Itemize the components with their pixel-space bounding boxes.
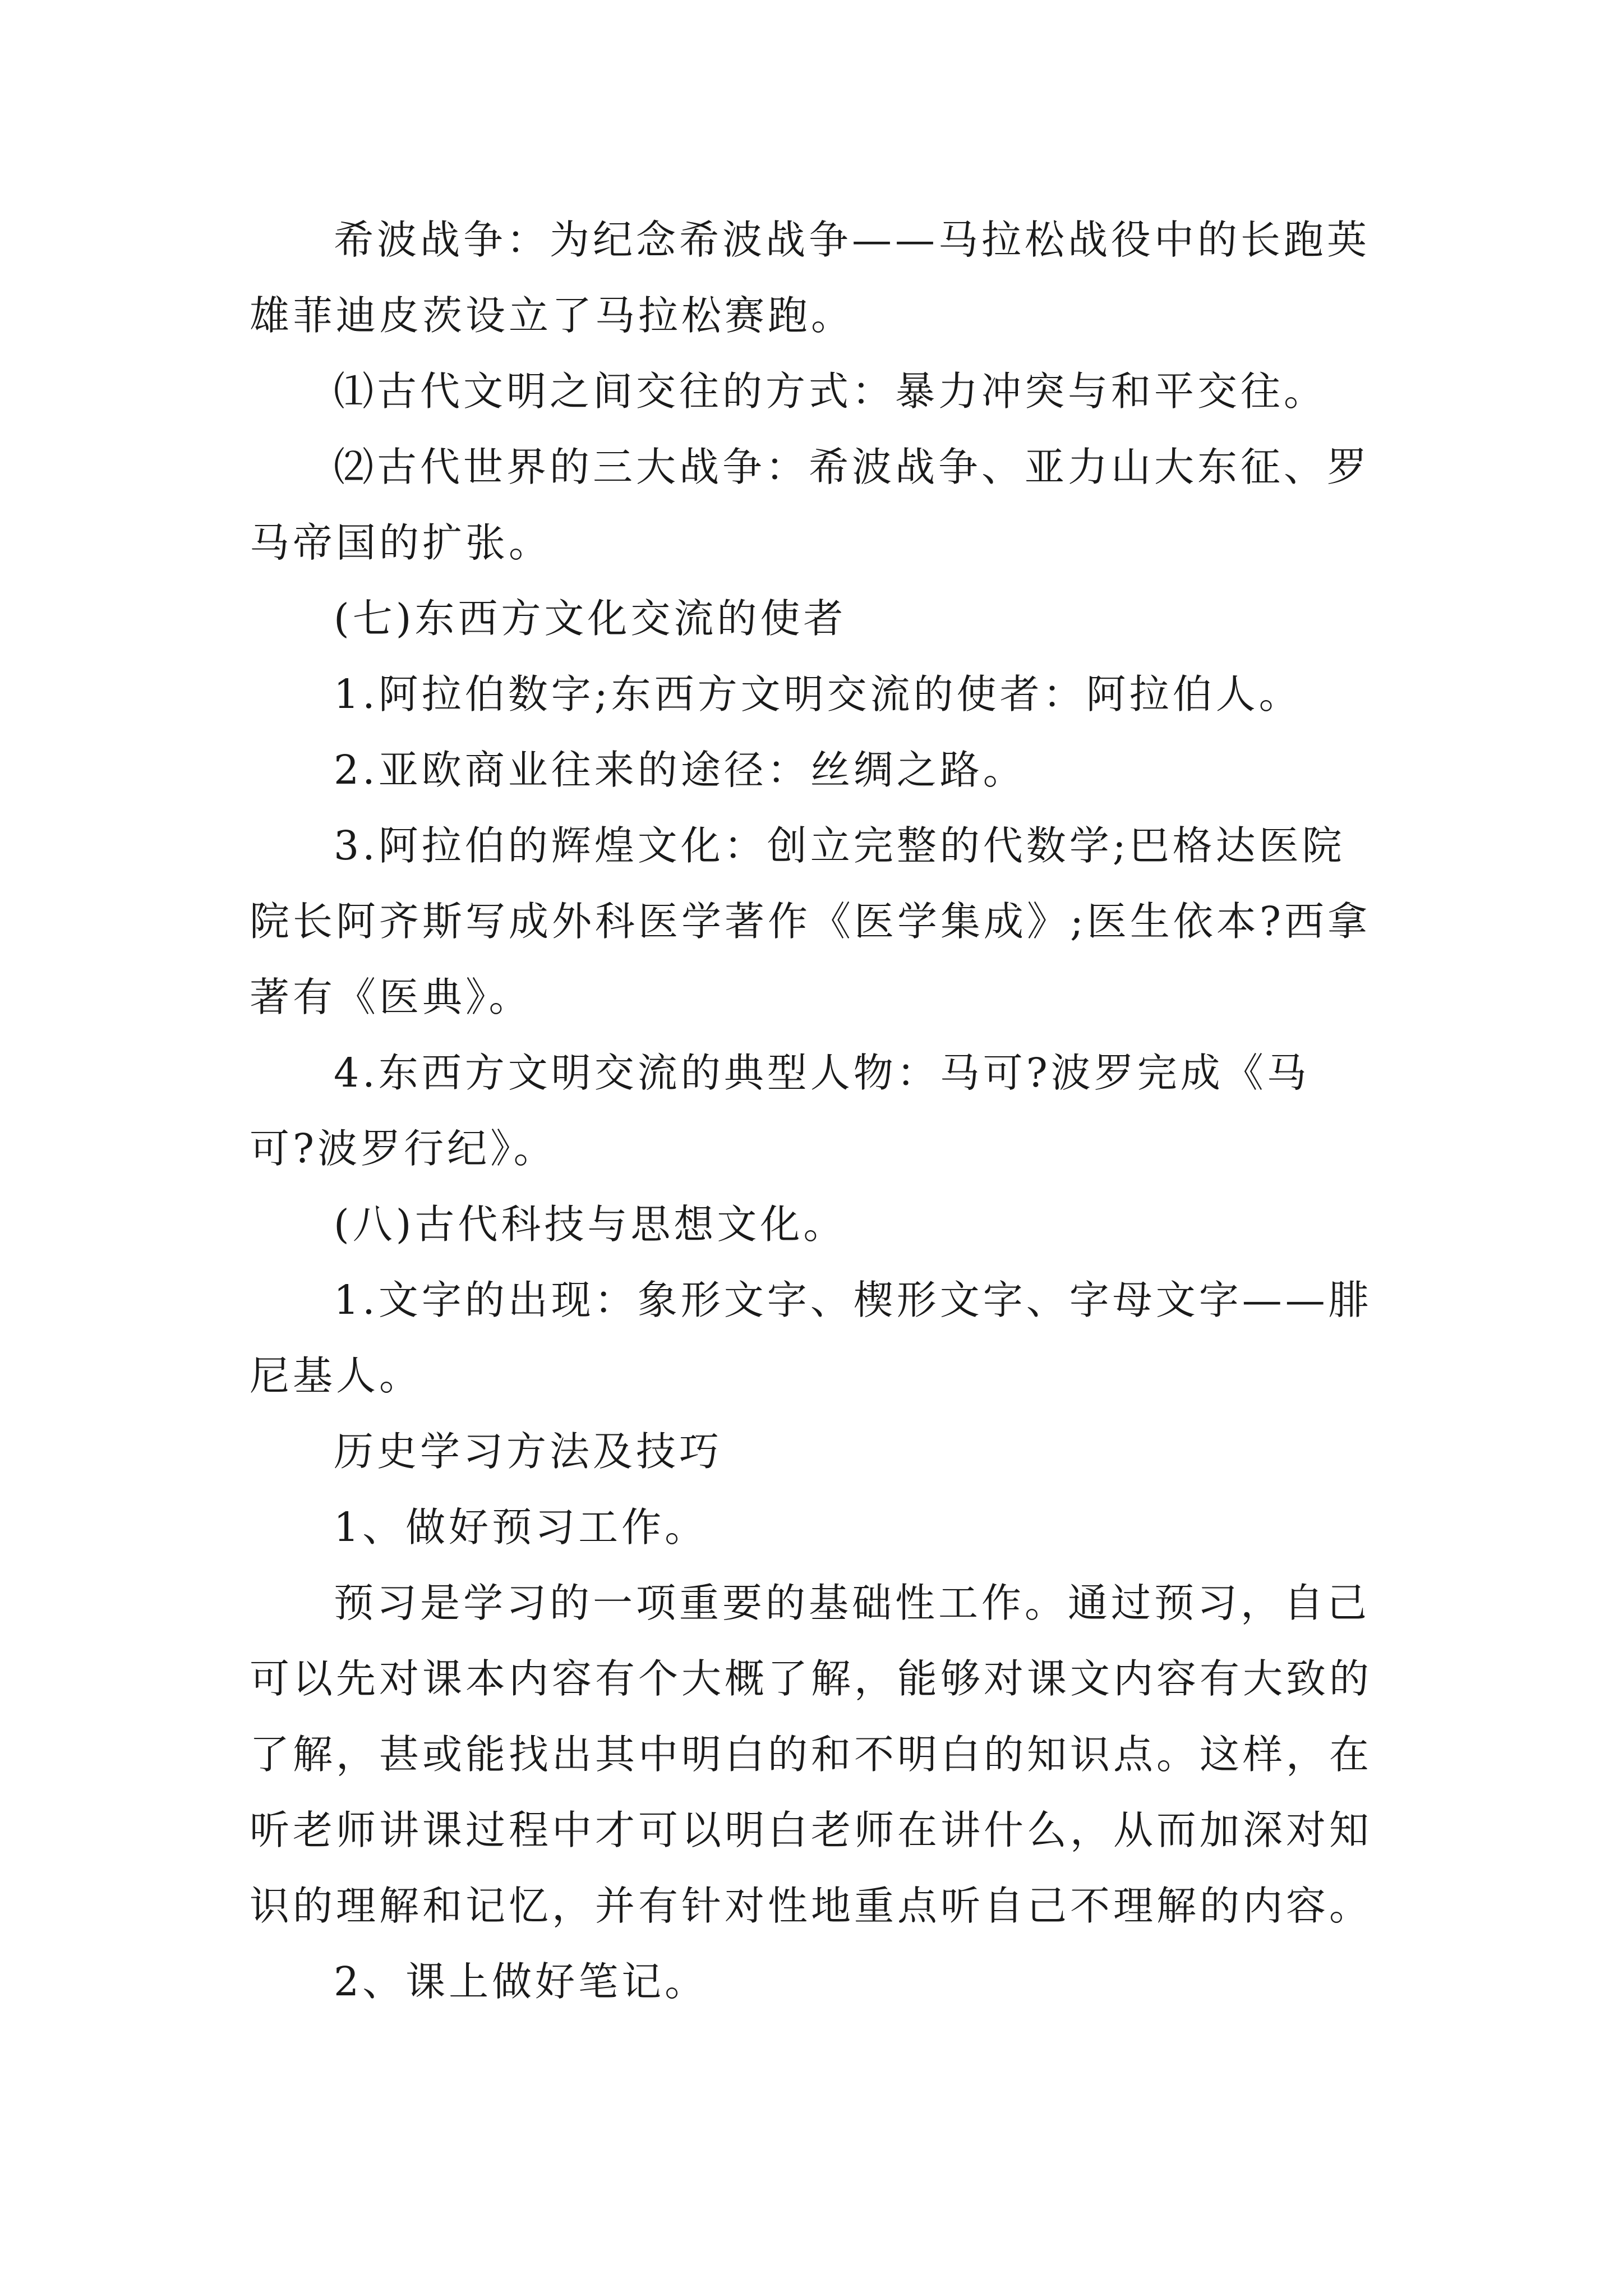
paragraph-writing-origin: 1.文字的出现：象形文字、楔形文字、字母文字——腓尼基人。 (250, 1277, 1372, 1399)
paragraph-arabic-numerals: 1.阿拉伯数字;东西方文明交流的使者：阿拉伯人。 (334, 671, 1302, 717)
section-heading-8: (八)古代科技与思想文化。 (334, 1201, 847, 1248)
paragraph-tip-2-title: 2、课上做好笔记。 (334, 1958, 708, 2005)
paragraph-xibo-war: 希波战争：为纪念希波战争——马拉松战役中的长跑英雄菲迪皮茨设立了马拉松赛跑。 (250, 217, 1371, 339)
section-heading-7: (七)东西方文化交流的使者 (334, 595, 847, 642)
paragraph-marco-polo: 4.东西方文明交流的典型人物：马可?波罗完成《马可?波罗行纪》。 (250, 1050, 1310, 1172)
section-heading-methods: 历史学习方法及技巧 (334, 1428, 723, 1475)
document-body (250, 202, 1377, 2019)
paragraph-arab-culture: 3.阿拉伯的辉煌文化：创立完整的代数学;巴格达医院院长阿齐斯写成外科医学著作《医学集成》;医生依本?西拿著有《医典》。 (250, 822, 1371, 1020)
paragraph-tip-1-title: 1、做好预习工作。 (334, 1504, 708, 1550)
paragraph-silk-road: 2.亚欧商业往来的途径：丝绸之路。 (334, 747, 1026, 793)
paragraph-tip-1-body: 预习是学习的一项重要的基础性工作。通过预习，自己可以先对课本内容有个大概了解，能够对课文内容有大致的了解，甚或能找出其中明白的和不明白的知识点。这样，在听老师讲课过程中才可以明白老师在讲什么，从而加深对知识的理解和记忆，并有针对性地重点听自己不理解的内容。 (250, 1580, 1373, 1929)
paragraph-interaction-ways: ⑴古代文明之间交往的方式：暴力冲突与和平交往。 (334, 368, 1327, 415)
paragraph-three-wars: ⑵古代世界的三大战争：希波战争、亚力山大东征、罗马帝国的扩张。 (250, 444, 1371, 566)
